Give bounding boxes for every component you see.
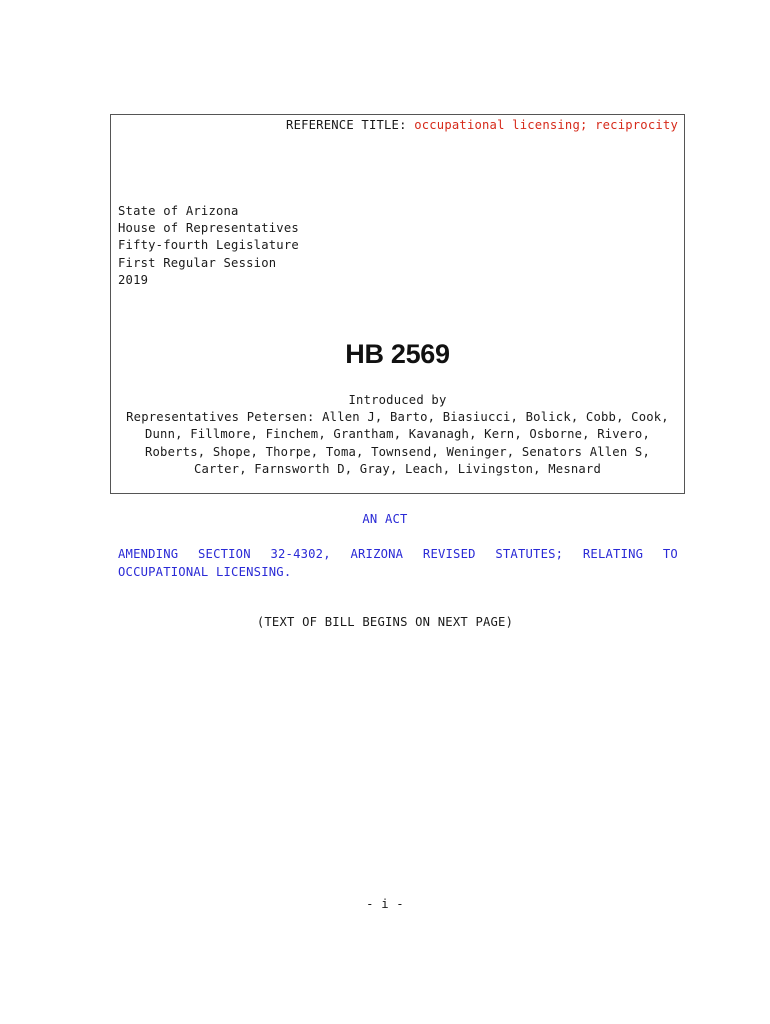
reference-title-value: occupational licensing; reciprocity <box>414 118 678 132</box>
sponsor-line: Representatives Petersen: Allen J, Barto, Biasiucci, Bolick, Cobb, Cook, <box>126 410 669 425</box>
act-title-word: 32-4302, <box>270 547 331 561</box>
session-line-session: First Regular Session <box>118 255 277 270</box>
act-title-word: REVISED <box>422 547 476 561</box>
act-title-word: STATUTES; <box>495 547 564 561</box>
introduced-by-label: Introduced by <box>348 393 447 407</box>
sponsor-line: Roberts, Shope, Thorpe, Toma, Townsend, Weninger, Senators Allen S, <box>144 444 650 459</box>
reference-title-label: REFERENCE TITLE: <box>286 118 407 132</box>
act-title-line-2: OCCUPATIONAL LICENSING. <box>118 564 292 579</box>
act-title-word: TO <box>662 547 678 561</box>
an-act-heading: AN ACT <box>362 512 408 526</box>
introduced-by-block <box>111 392 684 478</box>
act-title-word: RELATING <box>582 547 644 561</box>
reference-title <box>286 118 678 132</box>
act-title <box>118 546 678 581</box>
bill-text-notice: (TEXT OF BILL BEGINS ON NEXT PAGE) <box>256 615 514 629</box>
bill-number: HB 2569 <box>345 339 450 369</box>
sponsor-line: Carter, Farnsworth D, Gray, Leach, Livingston, Mesnard <box>193 461 602 476</box>
act-title-word: AMENDING <box>118 547 179 561</box>
act-title-line-1 <box>118 546 678 564</box>
session-line-legislature: Fifty-fourth Legislature <box>118 238 299 253</box>
act-title-word: ARIZONA <box>350 547 404 561</box>
page-number: - i - <box>366 897 404 911</box>
session-line-chamber: House of Representatives <box>118 221 299 236</box>
session-line-year: 2019 <box>118 272 149 287</box>
title-page-frame <box>110 114 685 494</box>
session-info <box>118 203 299 289</box>
session-line-state: State of Arizona <box>118 204 239 218</box>
act-title-word: SECTION <box>198 547 251 561</box>
sponsor-line: Dunn, Fillmore, Finchem, Grantham, Kavanagh, Kern, Osborne, Rivero, <box>144 427 650 442</box>
